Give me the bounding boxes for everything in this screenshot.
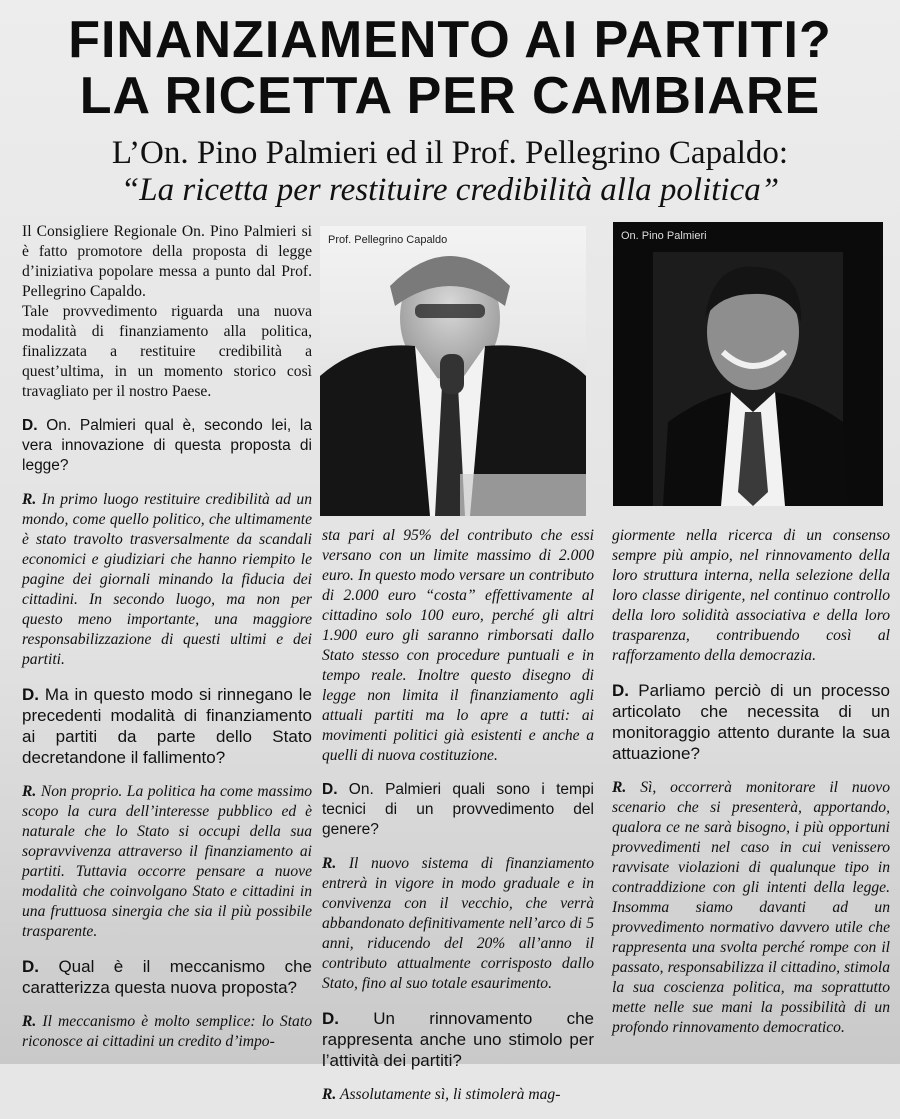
headline-line-2: LA RICETTA PER CAMBIARE bbox=[79, 67, 821, 125]
question-text: On. Palmieri qual è, secondo lei, la vera innovazione di questa proposta di legge? bbox=[22, 417, 312, 474]
answer-3 bbox=[22, 1012, 312, 1052]
question-3 bbox=[22, 956, 312, 998]
answer-label: R. bbox=[22, 491, 37, 508]
answer-text: Assolutamente sì, li stimolerà mag- bbox=[336, 1086, 561, 1103]
answer-label: R. bbox=[322, 1086, 337, 1103]
answer-label: R. bbox=[22, 1013, 37, 1030]
question-2 bbox=[22, 684, 312, 768]
answer-label: R. bbox=[22, 783, 37, 800]
photo-caption: On. Pino Palmieri bbox=[621, 230, 707, 242]
article-column-3 bbox=[612, 526, 890, 1052]
answer-text: Non proprio. La politica ha come massimo scopo la cura dell’interesse pubblico ed è naturale che lo Stato si occupi della sua sopravvivenza attraverso il finanziamento ai partiti. Tuttavia occorre pensare a nuove modalità che coinvolgano Stato e cittadini in una fruttuosa sinergia che sia il più possibile trasparente. bbox=[22, 783, 312, 940]
answer-3-continued: sta pari al 95% del contributo che essi versano con un limite massimo di 2.000 euro. In questo modo versare un contributo di 2.000 euro “costa” effettivamente al cittadino solo 100 euro, perché gli altri 1.900 euro gli saranno rimborsati dallo Stato stesso con procedure puntuali e in tempo reale. Inoltre questo disegno di legge non limita il finanziamento agli attuali partiti ma lo apre a tutti: ai movimenti politici già esistenti e anche a quelli di nuova costituzione. bbox=[322, 527, 594, 764]
answer-6 bbox=[612, 778, 890, 1038]
question-text: Ma in questo modo si rinnegano le precedenti modalità di finanziamento ai partiti da parte dello Stato decretandone il fallimento? bbox=[22, 685, 312, 767]
subheadline-line-1: L’On. Pino Palmieri ed il Prof. Pellegrino Capaldo: bbox=[111, 135, 789, 171]
question-4 bbox=[322, 780, 594, 840]
answer-2 bbox=[22, 782, 312, 942]
portrait-image-icon bbox=[613, 222, 883, 506]
answer-1 bbox=[22, 490, 312, 670]
question-label: D. bbox=[22, 685, 39, 704]
question-1 bbox=[22, 416, 312, 476]
photo-palmieri bbox=[613, 222, 883, 506]
article-column-1 bbox=[22, 222, 312, 1066]
question-text: Qual è il meccanismo che caratterizza questa nuova proposta? bbox=[22, 957, 312, 997]
question-text: Parliamo perciò di un processo articolato che necessita di un monitoraggio attento durante la sua attuazione? bbox=[612, 681, 890, 763]
question-label: D. bbox=[322, 1009, 339, 1028]
answer-5 bbox=[322, 1085, 594, 1105]
intro-paragraphs bbox=[22, 222, 312, 402]
question-label: D. bbox=[22, 957, 39, 976]
answer-5-continued: giormente nella ricerca di un consenso sempre più ampio, nel rinnovamento della loro struttura interna, nella selezione della loro classe dirigente, nel continuo controllo della loro solidità associativa e della loro trasparenza, contribuendo così al rafforzamento della democrazia. bbox=[612, 527, 890, 664]
question-text: On. Palmieri quali sono i tempi tecnici di un provvedimento del genere? bbox=[322, 781, 594, 838]
headline-line-1: FINANZIAMENTO AI PARTITI? bbox=[68, 11, 832, 69]
intro-paragraph-2: Tale provvedimento riguarda una nuova modalità di finanziamento alla politica, finalizzata a restituire credibilità a quest’ultima, in un momento storico così travagliato per il nostro Paese. bbox=[22, 303, 312, 400]
portrait-image-icon bbox=[320, 226, 586, 516]
answer-text: Sì, occorrerà monitorare il nuovo scenario che si presenterà, apportando, qualora ce ne sarà bisogno, i più opportuni provvedimenti nel caso in cui venissero ravvisate violazioni di qualunque tipo in contraddizione con gli intenti della legge. Insomma siamo davanti ad un provvedimento normativo davvero utile che rappresenta una svolta perché rompe con il passato, responsabilizza il cittadino, stimola la sua coscienza politica, ma soprattutto mette nelle sue mani la possibilità di un profondo rinnovamento democratico. bbox=[612, 779, 890, 1036]
intro-paragraph-1: Il Consigliere Regionale On. Pino Palmieri si è fatto promotore della proposta di legge d’iniziativa popolare messa a punto dal Prof. Pellegrino Capaldo. bbox=[22, 223, 312, 300]
photo-caption: Prof. Pellegrino Capaldo bbox=[328, 234, 448, 246]
question-6 bbox=[612, 680, 890, 764]
answer-text: Il nuovo sistema di finanziamento entrerà in vigore in modo graduale e in convivenza con il vecchio, che verrà abbandonato definitivamente nell’arco di 5 anni, riducendo del 20% all’anno il contributo attualmente corrisposto dallo Stato, fino al suo totale esaurimento. bbox=[322, 855, 594, 992]
question-label: D. bbox=[22, 417, 38, 434]
question-5 bbox=[322, 1008, 594, 1071]
answer-text: Il meccanismo è molto semplice: lo Stato riconosce ai cittadini un credito d’impo- bbox=[22, 1013, 312, 1050]
question-label: D. bbox=[612, 681, 629, 700]
subheadline-quote: “La ricetta per restituire credibilità alla politica” bbox=[120, 172, 780, 208]
answer-label: R. bbox=[322, 855, 337, 872]
answer-4 bbox=[322, 854, 594, 994]
answer-label: R. bbox=[612, 779, 627, 796]
photo-capaldo bbox=[320, 226, 586, 516]
question-text: Un rinnovamento che rappresenta anche uno stimolo per l’attività dei partiti? bbox=[322, 1009, 594, 1070]
article-column-2 bbox=[322, 526, 594, 1119]
answer-text: In primo luogo restituire credibilità ad un mondo, come quello politico, che ultimamente è stato travolto trasversalmente da scandali economici e giudiziari che hanno riempito le pagine dei giornali minando la fiducia dei cittadini. In secondo luogo, ma non per questo meno importante, una maggiore responsabilizzazione di questi ultimi e dei partiti. bbox=[22, 491, 312, 668]
question-label: D. bbox=[322, 781, 338, 798]
